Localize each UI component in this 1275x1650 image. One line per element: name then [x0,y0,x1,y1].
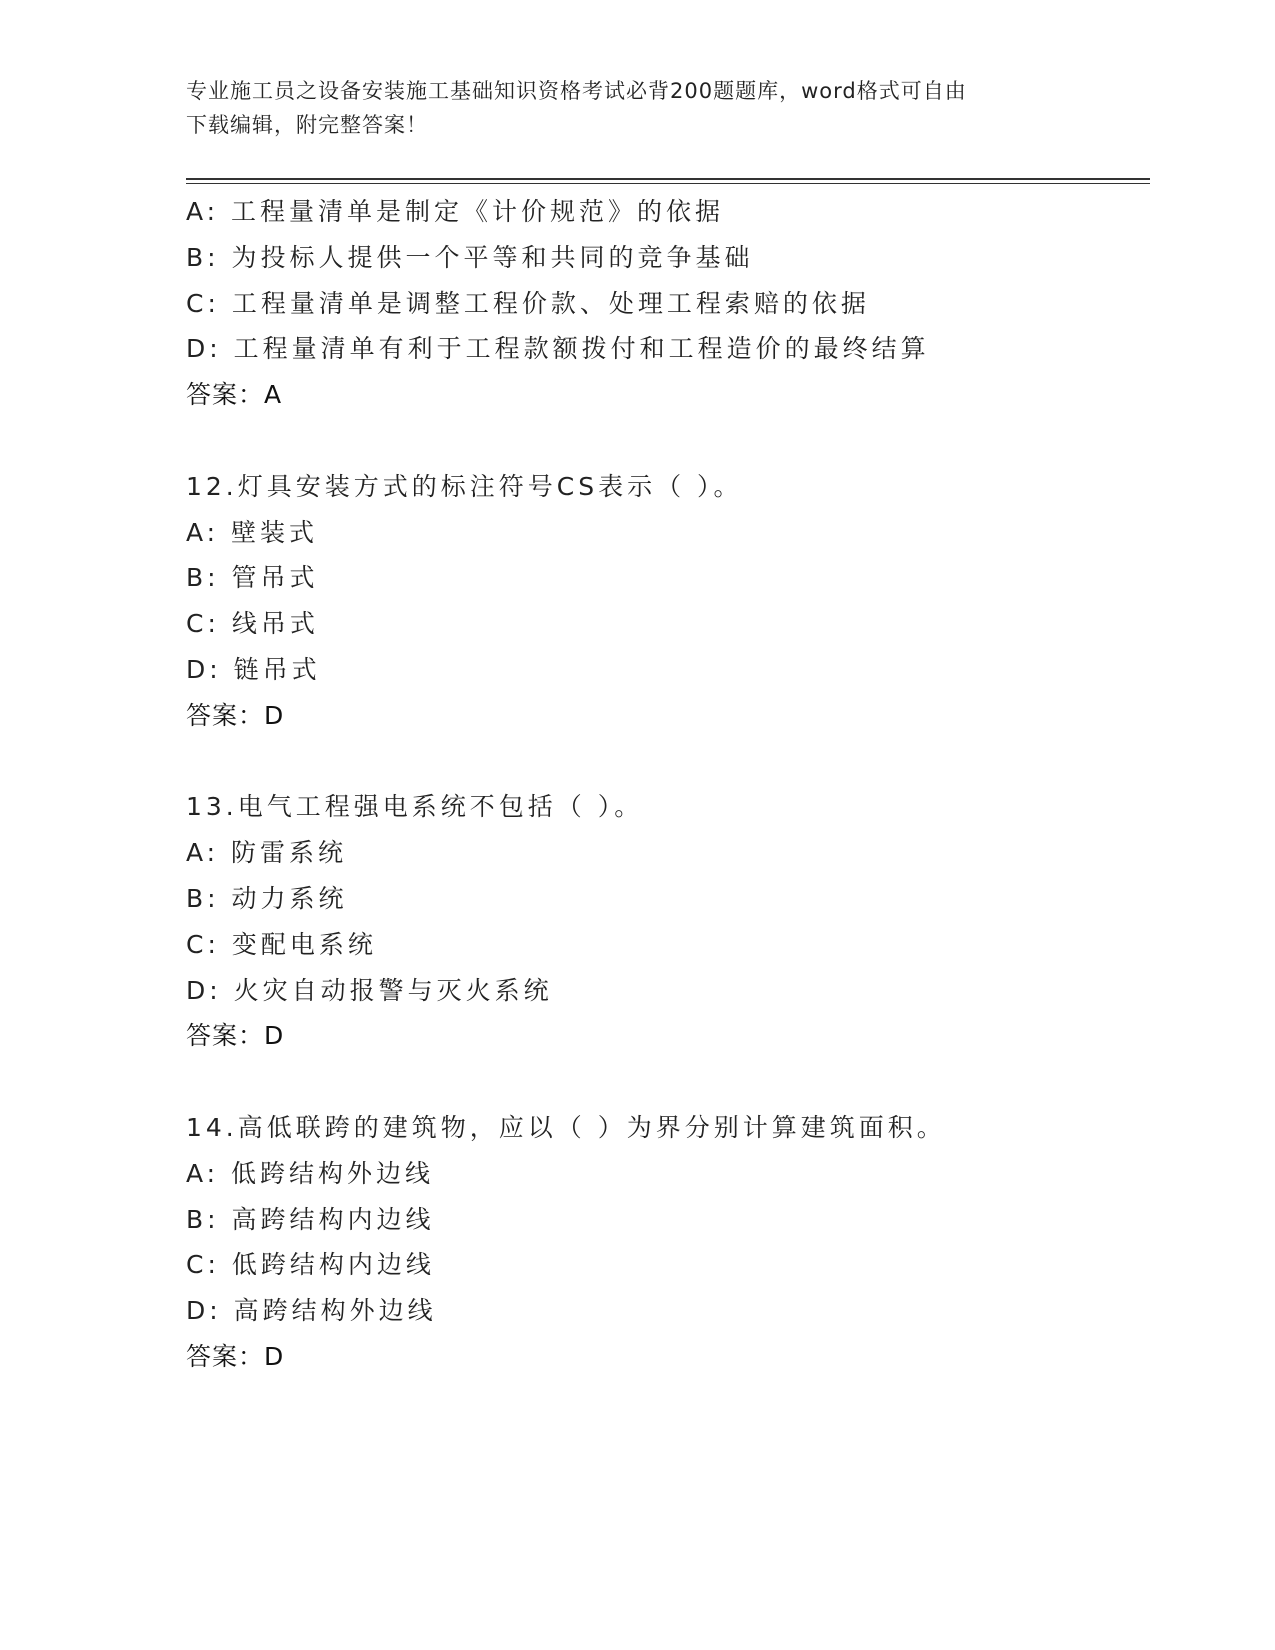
option-a: A: 工程量清单是制定《计价规范》的依据 [186,197,725,226]
option-b: B: 管吊式 [186,563,319,593]
option-c: C: 低跨结构内边线 [186,1250,435,1280]
option-d: D: 链吊式 [186,654,321,684]
question-list [186,189,1150,1380]
question-11-continued [186,189,1150,418]
option-a: A: 壁装式 [186,517,319,547]
question-stem: 14.高低联跨的建筑物，应以（ ）为界分别计算建筑面积。 [186,1112,946,1142]
document-header [186,74,1066,142]
option-c: C: 线吊式 [186,609,319,639]
option-a: A: 低跨结构外边线 [186,1158,435,1188]
option-c: C: 变配电系统 [186,929,377,959]
answer: 答案：D [186,700,285,730]
option-a: A: 防雷系统 [186,838,348,868]
header-line-2: 下载编辑，附完整答案！ [186,113,428,137]
question-14 [186,1105,1150,1380]
answer: 答案：D [186,1021,285,1051]
option-b: B: 动力系统 [186,883,348,913]
header-divider-thin [186,183,1150,184]
question-13 [186,784,1150,1059]
option-b: B: 为投标人提供一个平等和共同的竞争基础 [186,242,754,272]
spacer [186,418,1150,464]
option-d: D: 工程量清单有利于工程款额拨付和工程造价的最终结算 [186,334,930,364]
answer: 答案：D [186,1341,285,1371]
answer: 答案：A [186,380,283,410]
question-stem: 13.电气工程强电系统不包括（ ）。 [186,792,644,822]
option-d: D: 火灾自动报警与灭火系统 [186,975,553,1005]
question-stem: 12.灯具安装方式的标注符号CS表示（ ）。 [186,471,743,501]
option-d: D: 高跨结构外边线 [186,1296,437,1326]
header-line-1: 专业施工员之设备安装施工基础知识资格考试必背200题题库，word格式可自由 [186,79,967,103]
option-b: B: 高跨结构内边线 [186,1204,435,1234]
question-12 [186,464,1150,739]
option-c: C: 工程量清单是调整工程价款、处理工程索赔的依据 [186,288,870,318]
header-divider-thick [186,178,1150,180]
spacer [186,739,1150,785]
spacer [186,1059,1150,1105]
